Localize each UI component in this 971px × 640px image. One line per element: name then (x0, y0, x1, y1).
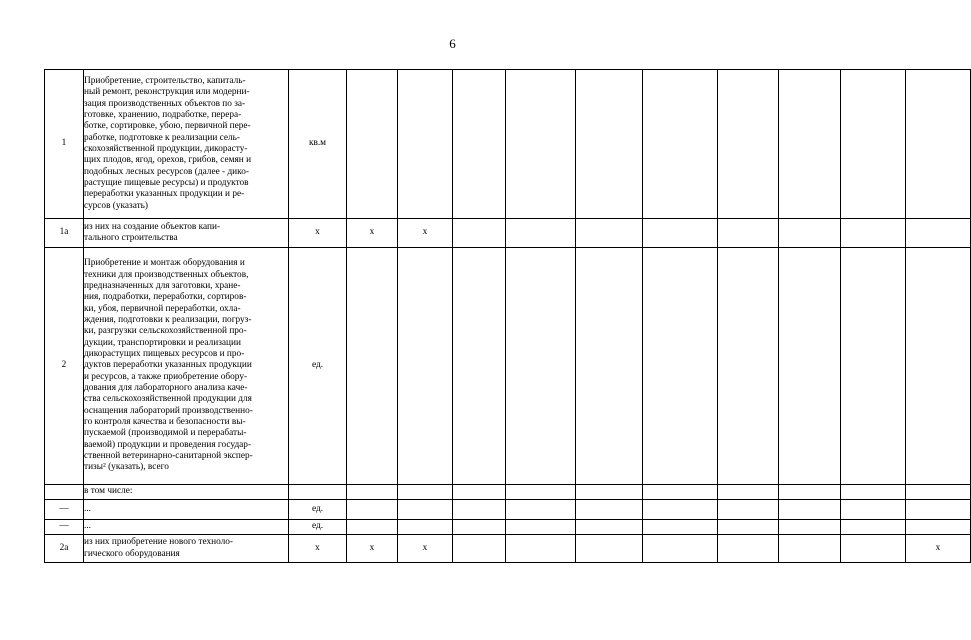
data-cell (779, 500, 841, 520)
data-cell (576, 535, 643, 563)
data-cell (906, 485, 971, 500)
page-number: 6 (449, 36, 456, 51)
table-row (45, 520, 971, 535)
data-cell (718, 248, 779, 485)
data-cell (347, 70, 398, 219)
data-cell (453, 520, 506, 535)
data-cell (347, 500, 398, 520)
data-cell (398, 248, 453, 485)
data-cell (643, 70, 718, 219)
row-unit: кв.м (289, 70, 347, 219)
data-cell: х (398, 219, 453, 248)
data-cell (506, 70, 576, 219)
data-cell (841, 500, 906, 520)
data-cell (506, 248, 576, 485)
table-row (45, 485, 971, 500)
row-number: — (45, 520, 84, 535)
data-cell (576, 248, 643, 485)
data-cell (453, 248, 506, 485)
row-number (45, 485, 84, 500)
data-cell: х (398, 535, 453, 563)
data-cell (643, 520, 718, 535)
data-cell (576, 500, 643, 520)
data-cell (576, 219, 643, 248)
data-cell (841, 485, 906, 500)
data-cell (841, 535, 906, 563)
data-cell (347, 520, 398, 535)
row-description: из них на создание объектов капи- тального строительства (84, 219, 289, 248)
row-number: — (45, 500, 84, 520)
row-description: ... (84, 500, 289, 520)
data-cell (841, 219, 906, 248)
data-table (44, 69, 971, 563)
data-cell (779, 520, 841, 535)
data-cell (779, 248, 841, 485)
row-description: в том числе: (84, 485, 289, 500)
data-cell (779, 70, 841, 219)
data-cell (453, 535, 506, 563)
data-cell (718, 520, 779, 535)
data-cell (506, 520, 576, 535)
row-description: ... (84, 520, 289, 535)
data-cell (398, 70, 453, 219)
data-cell (718, 70, 779, 219)
data-cell (506, 500, 576, 520)
table-row (45, 248, 971, 485)
data-cell (398, 485, 453, 500)
row-number: 2 (45, 248, 84, 485)
row-description: Приобретение и монтаж оборудования и техники для производственных объектов, предназначенных для заготовки, хране- ния, подработки, переработки, сортиров- ки, убоя, первичной переработки, охла- ждения, подготовки к реализации, погруз- ки, разгрузки сельскохозяйственной про- дукции, транспортировки и реализации дикорастущих пищевых ресурсов и про- дуктов переработки указанных продукции и ресурсов, а также приобретение обору- дования для лабораторного анализа каче- ства сельскохозяйственной продукции для оснащения лабораторий производственно- го контроля качества и безопасности вы- пускаемой (производимой и перерабаты- ваемой) продукции и проведения государ- ственной ветеринарно-санитарной экспер- тизы² (указать), всего (84, 248, 289, 485)
table-row (45, 70, 971, 219)
row-unit (289, 485, 347, 500)
data-cell (453, 500, 506, 520)
data-cell (841, 520, 906, 535)
data-cell (779, 535, 841, 563)
data-cell (718, 500, 779, 520)
data-cell (398, 500, 453, 520)
row-number: 1 (45, 70, 84, 219)
data-cell (453, 70, 506, 219)
row-unit: х (289, 219, 347, 248)
row-unit: х (289, 535, 347, 563)
data-cell (576, 485, 643, 500)
row-unit: ед. (289, 500, 347, 520)
data-cell (347, 248, 398, 485)
data-cell (643, 485, 718, 500)
data-cell (841, 248, 906, 485)
data-cell (718, 219, 779, 248)
data-cell (453, 219, 506, 248)
data-cell (506, 219, 576, 248)
data-cell (643, 248, 718, 485)
row-description: Приобретение, строительство, капиталь- ный ремонт, реконструкция или модерни- зация производственных объектов по за- готовке, хранению, подработке, перера- ботке, сортировке, убою, первичной пере- работке, подготовке к реализации сель- скохозяйственной продукции, дикорасту- щих плодов, ягод, орехов, грибов, семян и подобных лесных ресурсов (далее - дико- растущие пищевые ресурсы) и продуктов переработки указанных продукции и ре- сурсов (указать) (84, 70, 289, 219)
data-cell (453, 485, 506, 500)
data-cell (398, 520, 453, 535)
data-cell (576, 70, 643, 219)
data-cell (506, 485, 576, 500)
data-cell (718, 485, 779, 500)
data-cell (906, 219, 971, 248)
data-cell (779, 485, 841, 500)
data-cell: х (906, 535, 971, 563)
row-unit: ед. (289, 248, 347, 485)
data-cell (779, 219, 841, 248)
row-description: из них приобретение нового техноло- гического оборудования (84, 535, 289, 563)
table-row (45, 535, 971, 563)
data-cell (643, 219, 718, 248)
row-unit: ед. (289, 520, 347, 535)
data-cell (506, 535, 576, 563)
table-row (45, 500, 971, 520)
data-cell (841, 70, 906, 219)
data-cell: х (347, 219, 398, 248)
data-cell: х (347, 535, 398, 563)
row-number: 2а (45, 535, 84, 563)
data-cell (906, 520, 971, 535)
data-cell (643, 500, 718, 520)
table-row (45, 219, 971, 248)
data-cell (906, 500, 971, 520)
data-cell (643, 535, 718, 563)
row-number: 1а (45, 219, 84, 248)
data-cell (906, 248, 971, 485)
data-cell (906, 70, 971, 219)
data-cell (576, 520, 643, 535)
data-cell (347, 485, 398, 500)
data-cell (718, 535, 779, 563)
